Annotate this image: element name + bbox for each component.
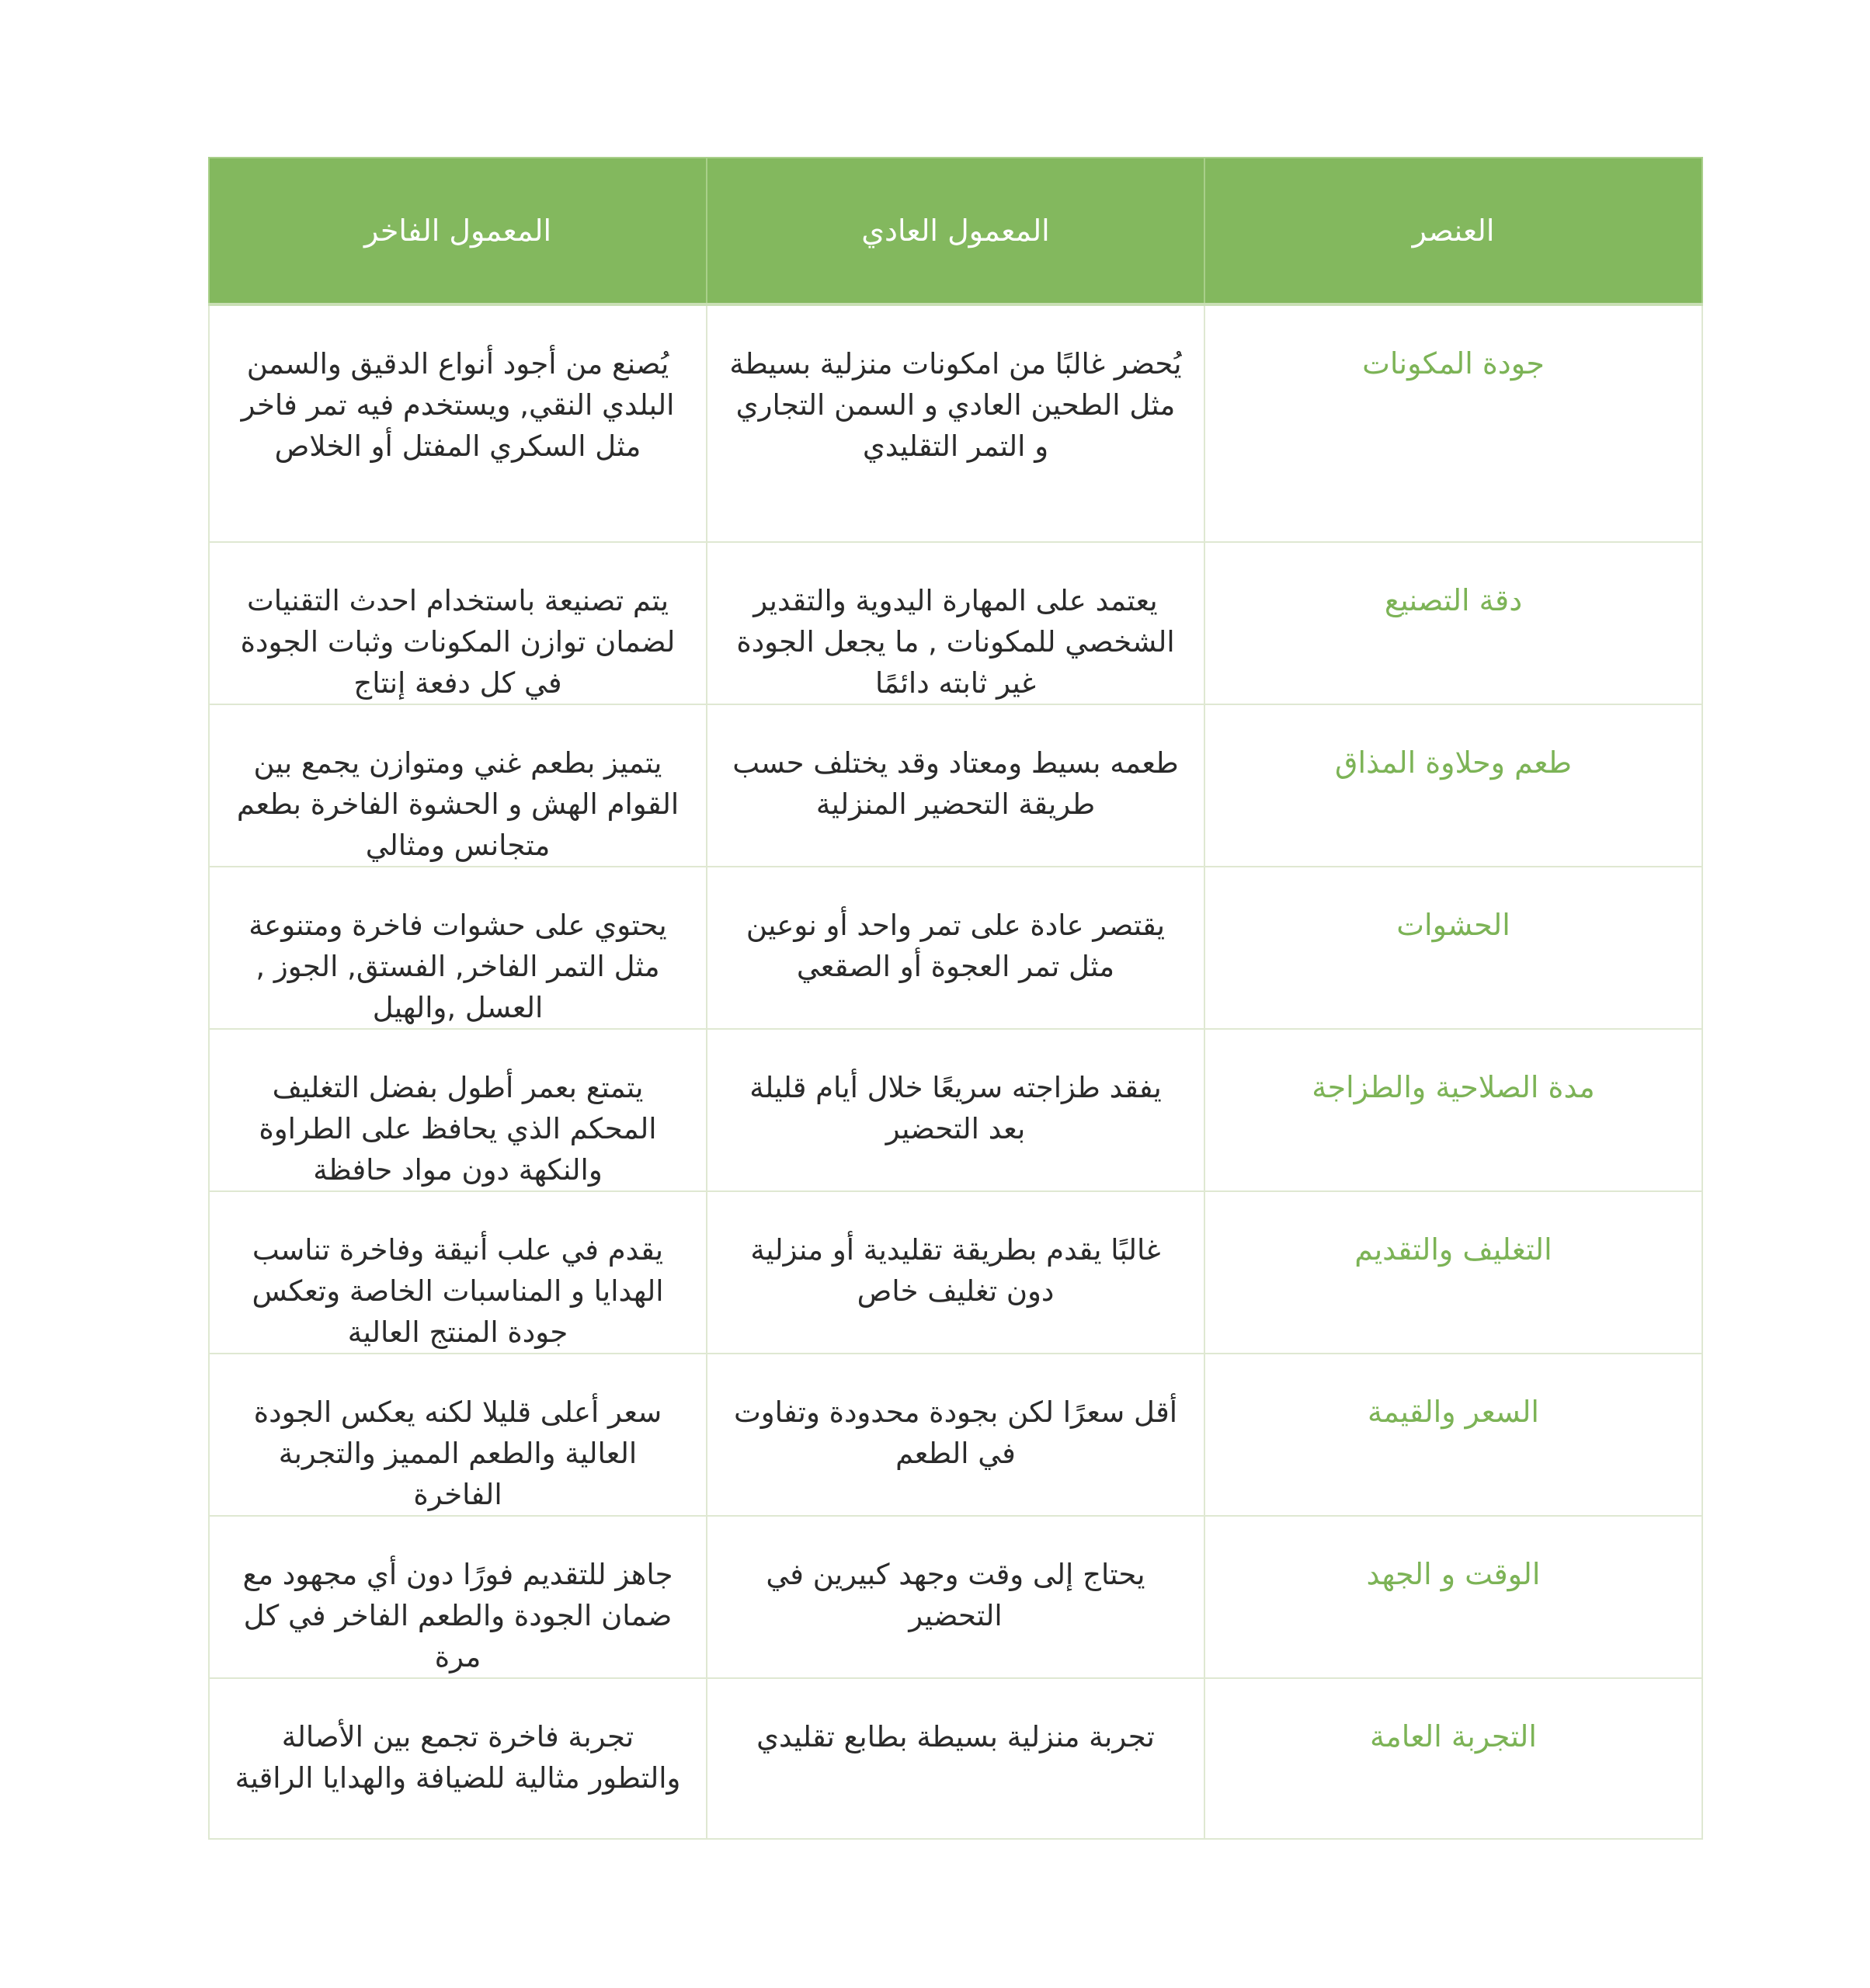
table-row bbox=[209, 867, 1702, 1029]
table-row bbox=[209, 304, 1702, 542]
luxury-cell: يحتوي على حشوات فاخرة ومتنوعة مثل التمر الفاخر, الفستق, الجوز , العسل ,والهيل bbox=[209, 867, 707, 1029]
table-row bbox=[209, 1191, 1702, 1354]
element-cell: دقة التصنيع bbox=[1204, 542, 1702, 704]
element-cell: التغليف والتقديم bbox=[1204, 1191, 1702, 1354]
element-cell: الحشوات bbox=[1204, 867, 1702, 1029]
luxury-cell: يتمتع بعمر أطول بفضل التغليف المحكم الذي يحافظ على الطراوة والنكهة دون مواد حافظة bbox=[209, 1029, 707, 1191]
regular-cell: يحتاج إلى وقت وجهد كبيرين في التحضير bbox=[707, 1516, 1204, 1678]
element-cell: جودة المكونات bbox=[1204, 304, 1702, 542]
element-cell: مدة الصلاحية والطزاجة bbox=[1204, 1029, 1702, 1191]
regular-cell: يعتمد على المهارة اليدوية والتقدير الشخصي للمكونات , ما يجعل الجودة غير ثابته دائمًا bbox=[707, 542, 1204, 704]
regular-cell: يقتصر عادة على تمر واحد أو نوعين مثل تمر العجوة أو الصقعي bbox=[707, 867, 1204, 1029]
regular-cell: أقل سعرًا لكن بجودة محدودة وتفاوت في الطعم bbox=[707, 1354, 1204, 1516]
element-cell: السعر والقيمة bbox=[1204, 1354, 1702, 1516]
table-row bbox=[209, 1029, 1702, 1191]
table-row bbox=[209, 1354, 1702, 1516]
header-element: العنصر bbox=[1204, 158, 1702, 304]
header-luxury: المعمول الفاخر bbox=[209, 158, 707, 304]
element-cell: طعم وحلاوة المذاق bbox=[1204, 704, 1702, 867]
header-regular: المعمول العادي bbox=[707, 158, 1204, 304]
regular-cell: غالبًا يقدم بطريقة تقليدية أو منزلية دون تغليف خاص bbox=[707, 1191, 1204, 1354]
table-row bbox=[209, 1678, 1702, 1839]
table-row bbox=[209, 542, 1702, 704]
table-row bbox=[209, 1516, 1702, 1678]
luxury-cell: يتم تصنيعة باستخدام احدث التقنيات لضمان توازن المكونات وثبات الجودة في كل دفعة إنتاج bbox=[209, 542, 707, 704]
regular-cell: تجربة منزلية بسيطة بطابع تقليدي bbox=[707, 1678, 1204, 1839]
luxury-cell: تجربة فاخرة تجمع بين الأصالة والتطور مثالية للضيافة والهدايا الراقية bbox=[209, 1678, 707, 1839]
comparison-table bbox=[208, 157, 1703, 1840]
luxury-cell: جاهز للتقديم فورًا دون أي مجهود مع ضمان الجودة والطعم الفاخر في كل مرة bbox=[209, 1516, 707, 1678]
regular-cell: يُحضر غالبًا من امكونات منزلية بسيطة مثل الطحين العادي و السمن التجاري و التمر التقليدي bbox=[707, 304, 1204, 542]
regular-cell: يفقد طزاجته سريعًا خلال أيام قليلة بعد التحضير bbox=[707, 1029, 1204, 1191]
element-cell: الوقت و الجهد bbox=[1204, 1516, 1702, 1678]
header-row bbox=[209, 158, 1702, 304]
element-cell: التجربة العامة bbox=[1204, 1678, 1702, 1839]
luxury-cell: يقدم في علب أنيقة وفاخرة تناسب الهدايا و المناسبات الخاصة وتعكس جودة المنتج العالية bbox=[209, 1191, 707, 1354]
table-header bbox=[209, 158, 1702, 304]
luxury-cell: يتميز بطعم غني ومتوازن يجمع بين القوام الهش و الحشوة الفاخرة بطعم متجانس ومثالي bbox=[209, 704, 707, 867]
luxury-cell: سعر أعلى قليلا لكنه يعكس الجودة العالية والطعم المميز والتجربة الفاخرة bbox=[209, 1354, 707, 1516]
regular-cell: طعمه بسيط ومعتاد وقد يختلف حسب طريقة التحضير المنزلية bbox=[707, 704, 1204, 867]
table-row bbox=[209, 704, 1702, 867]
table-body bbox=[209, 304, 1702, 1839]
luxury-cell: يُصنع من أجود أنواع الدقيق والسمن البلدي النقي, ويستخدم فيه تمر فاخر مثل السكري المفتل أو الخلاص bbox=[209, 304, 707, 542]
